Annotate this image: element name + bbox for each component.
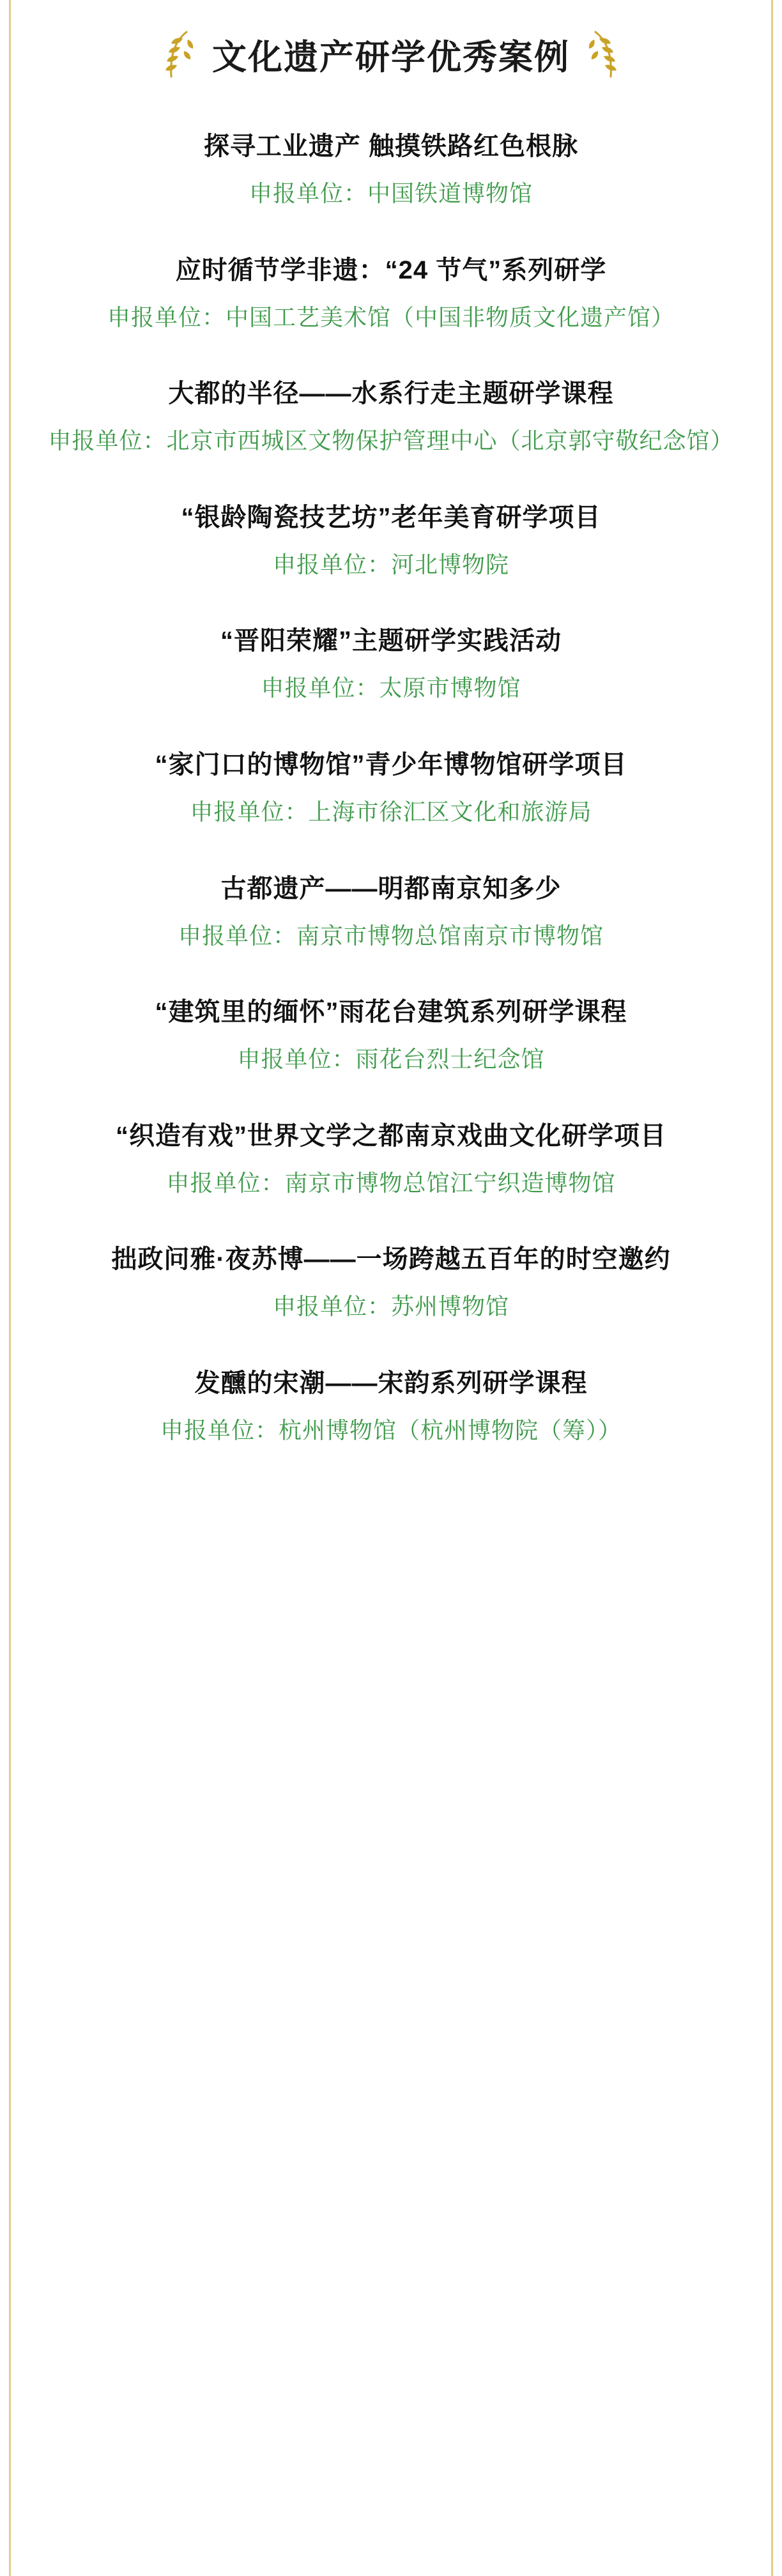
laurel-branch-icon	[586, 29, 621, 79]
case-organization: 申报单位：苏州博物馆	[272, 1293, 509, 1320]
list-item	[38, 1220, 744, 1344]
case-title: 拙政问雅·夜苏博——一场跨越五百年的时空邀约	[111, 1245, 671, 1274]
case-organization: 申报单位：中国铁道博物馆	[249, 180, 533, 206]
case-organization: 申报单位：太原市博物馆	[261, 675, 521, 702]
left-border-rule	[9, 0, 11, 2576]
page-title: 文化遗产研学优秀案例	[212, 38, 570, 77]
list-item	[38, 726, 744, 850]
right-border-rule	[771, 0, 773, 2576]
list-item	[38, 479, 744, 602]
list-item	[38, 355, 744, 479]
list-item	[38, 107, 744, 231]
list-item	[38, 1097, 744, 1221]
case-title: “银龄陶瓷技艺坊”老年美育研学项目	[181, 503, 601, 532]
case-title: 古都遗产——明都南京知多少	[220, 874, 562, 903]
case-title: “建筑里的缅怀”雨花台建筑系列研学课程	[155, 998, 627, 1027]
case-organization: 申报单位：中国工艺美术馆（中国非物质文化遗产馆）	[107, 303, 675, 330]
case-title: 应时循节学非遗：“24 节气”系列研学	[175, 256, 607, 284]
case-organization: 申报单位：河北博物院	[272, 551, 509, 578]
case-title: “晋阳荣耀”主题研学实践活动	[220, 627, 562, 656]
case-title: “织造有戏”世界文学之都南京戏曲文化研学项目	[116, 1121, 666, 1150]
case-title: 发醺的宋潮——宋韵系列研学课程	[194, 1368, 588, 1397]
case-organization: 申报单位：雨花台烈士纪念馆	[237, 1046, 545, 1073]
case-organization: 申报单位：上海市徐汇区文化和旅游局	[190, 798, 592, 825]
case-title: “家门口的博物馆”青少年博物馆研学项目	[155, 750, 627, 779]
list-item	[38, 1344, 744, 1468]
page-header	[0, 0, 782, 101]
case-organization: 申报单位：北京市西城区文物保护管理中心（北京郭守敬纪念馆）	[48, 427, 734, 454]
list-item	[38, 973, 744, 1097]
list-item	[38, 850, 744, 974]
case-organization: 申报单位：南京市博物总馆江宁织造博物馆	[166, 1169, 616, 1196]
case-title: 探寻工业遗产 触摸铁路红色根脉	[203, 132, 579, 160]
case-organization: 申报单位：杭州博物馆（杭州博物院（筹））	[160, 1416, 622, 1443]
case-organization: 申报单位：南京市博物总馆南京市博物馆	[178, 922, 604, 949]
laurel-branch-icon	[161, 29, 195, 79]
list-item	[38, 602, 744, 726]
case-list	[0, 101, 782, 1468]
case-title: 大都的半径——水系行走主题研学课程	[168, 379, 614, 408]
list-item	[38, 231, 744, 355]
